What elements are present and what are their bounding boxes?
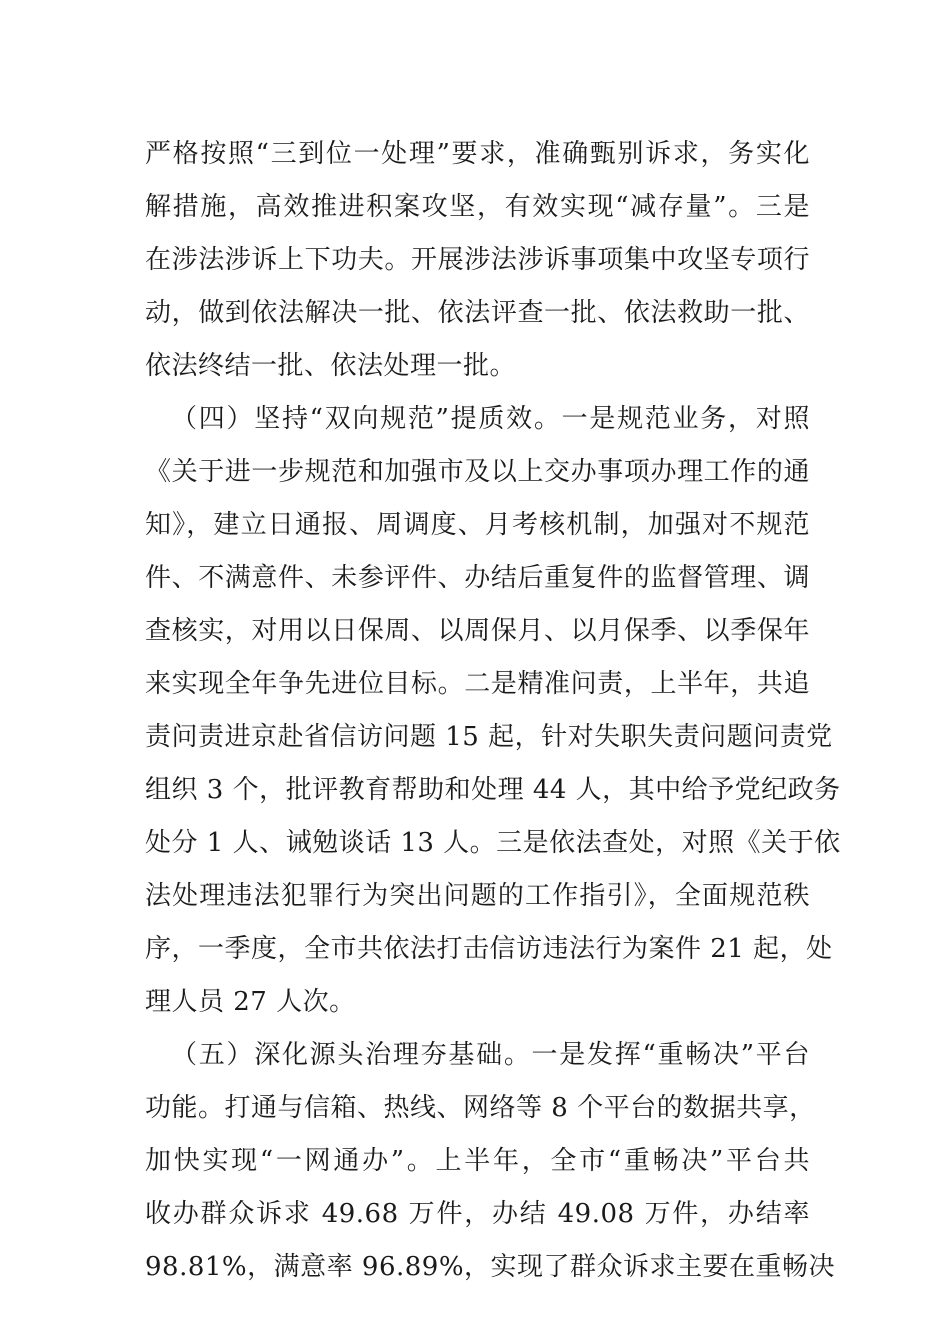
text-line: （五）深化源头治理夯基础。一是发挥“重畅决”平台 — [171, 1040, 810, 1070]
text-line: （四）坚持“双向规范”提质效。一是规范业务，对照 — [171, 404, 810, 434]
text-line: 98.81%，满意率 96.89%，实现了群众诉求主要在重畅决 — [145, 1252, 836, 1282]
text-line: 来实现全年争先进位目标。二是精准问责，上半年，共追 — [145, 669, 810, 699]
text-line: 加快实现“一网通办”。上半年，全市“重畅决”平台共 — [145, 1146, 810, 1176]
text-line: 查核实，对用以日保周、以周保月、以月保季、以季保年 — [145, 616, 810, 646]
text-line: 处分 1 人、诫勉谈话 13 人。三是依法查处，对照《关于依 — [145, 828, 841, 858]
text-line: 功能。打通与信箱、热线、网络等 8 个平台的数据共享， — [145, 1093, 816, 1123]
text-line: 件、不满意件、未参评件、办结后重复件的监督管理、调 — [145, 563, 810, 593]
text-line: 法处理违法犯罪行为突出问题的工作指引》，全面规范秩 — [145, 881, 810, 911]
text-line: 在涉法涉诉上下功夫。开展涉法涉诉事项集中攻坚专项行 — [145, 245, 810, 275]
paragraph-2 — [145, 393, 841, 1029]
text-line: 序，一季度，全市共依法打击信访违法行为案件 21 起，处 — [145, 934, 833, 964]
body-text — [145, 128, 841, 1294]
text-line: 解措施，高效推进积案攻坚，有效实现“减存量”。三是 — [145, 192, 810, 222]
text-line: 《关于进一步规范和加强市及以上交办事项办理工作的通 — [145, 457, 810, 487]
text-line: 组织 3 个，批评教育帮助和处理 44 人，其中给予党纪政务 — [145, 775, 841, 805]
text-line: 依法终结一批、依法处理一批。 — [145, 351, 517, 381]
text-line: 知》，建立日通报、周调度、月考核机制，加强对不规范 — [145, 510, 810, 540]
text-line: 动，做到依法解决一批、依法评查一批、依法救助一批、 — [145, 298, 810, 328]
paragraph-1 — [145, 128, 810, 393]
text-line: 严格按照“三到位一处理”要求，准确甄别诉求，务实化 — [145, 139, 810, 169]
paragraph-3 — [145, 1029, 836, 1294]
text-line: 理人员 27 人次。 — [145, 987, 356, 1017]
text-line: 收办群众诉求 49.68 万件，办结 49.08 万件，办结率 — [145, 1199, 810, 1229]
text-line: 责问责进京赴省信访问题 15 起，针对失职失责问题问责党 — [145, 722, 833, 752]
